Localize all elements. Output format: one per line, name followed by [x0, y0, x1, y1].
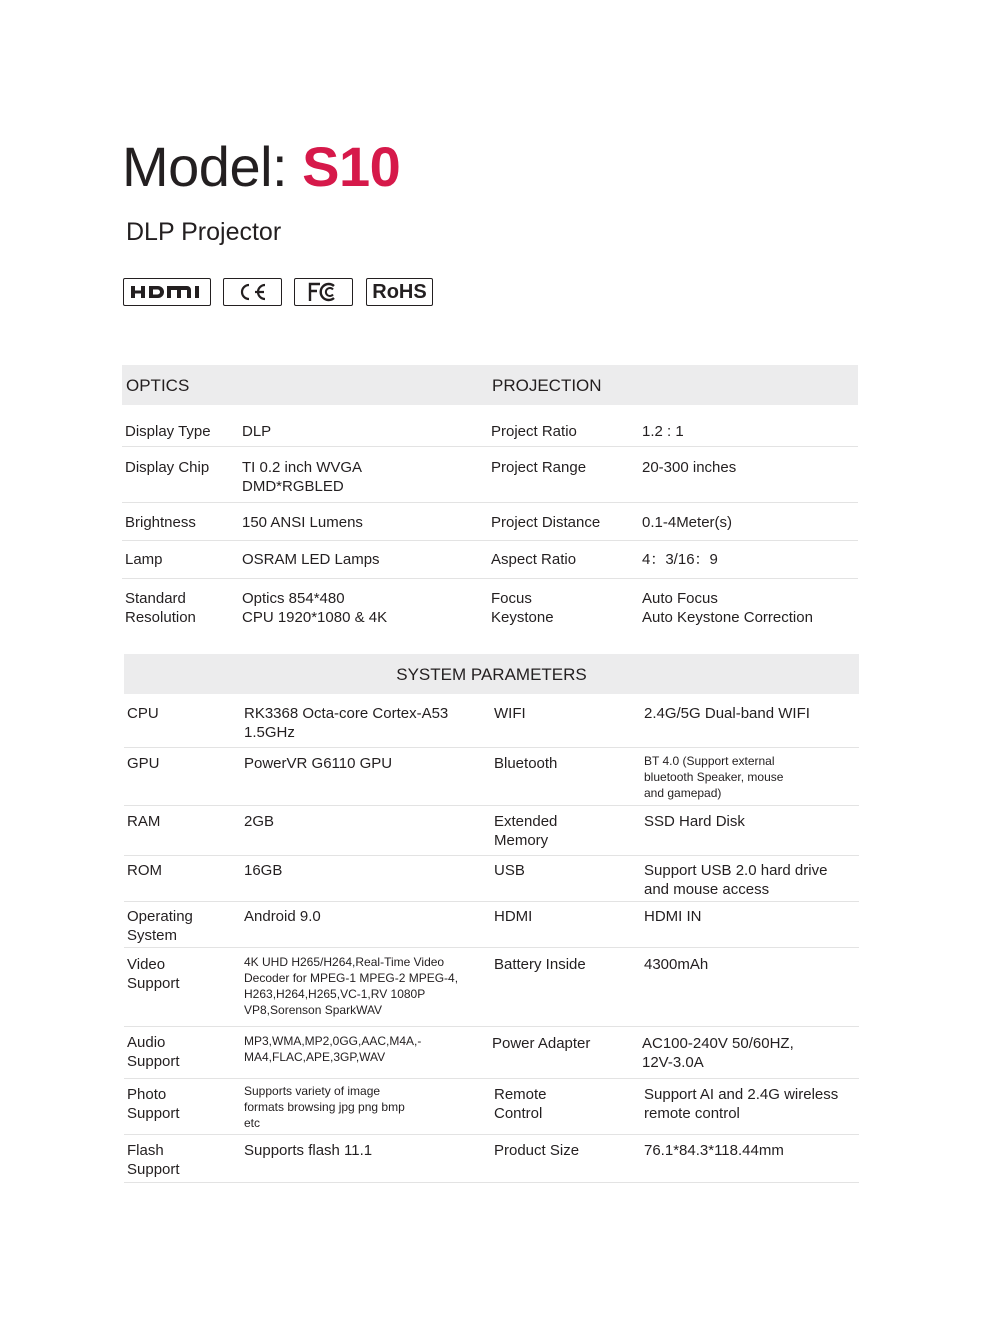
spec-label: Flash Support [127, 1142, 180, 1178]
row-divider [124, 947, 859, 948]
row-divider [124, 901, 859, 902]
row-divider [124, 1134, 859, 1135]
row-divider [122, 540, 858, 541]
spec-value: Android 9.0 [244, 908, 321, 925]
row-divider [122, 502, 858, 503]
spec-label: Video Support [127, 956, 180, 992]
spec-label: Project Ratio [491, 423, 577, 440]
spec-value: 150 ANSI Lumens [242, 514, 363, 531]
spec-value: Supports variety of image formats browsing jpg png bmp etc [244, 1084, 405, 1130]
hdmi-logo-icon [123, 278, 211, 306]
spec-label: RAM [127, 813, 161, 830]
row-divider [124, 855, 859, 856]
spec-label: Display Type [125, 423, 211, 440]
optics-heading: OPTICS [126, 376, 190, 395]
row-divider [122, 446, 858, 447]
rohs-mark-icon: RoHS [366, 278, 433, 306]
spec-label: Operating System [127, 908, 193, 944]
spec-label: USB [494, 862, 525, 879]
spec-label: GPU [127, 755, 160, 772]
row-divider [124, 805, 859, 806]
spec-value: 4：3/16：9 [642, 551, 718, 568]
spec-value: 4K UHD H265/H264,Real-Time Video Decoder for MPEG-1 MPEG-2 MPEG-4, H263,H264,H265,VC-1,RV 1080P VP8,Sorenson SparkWAV [244, 955, 459, 1017]
spec-value: DLP [242, 423, 272, 440]
spec-label: Battery Inside [494, 956, 586, 973]
spec-label: WIFI [494, 705, 526, 722]
spec-value: AC100-240V 50/60HZ, 12V-3.0A [642, 1035, 794, 1071]
optics-projection-header [122, 365, 858, 405]
spec-label: CPU [127, 705, 159, 722]
spec-value: PowerVR G6110 GPU [244, 755, 393, 772]
spec-value: Optics 854*480 CPU 1920*1080 & 4K [242, 590, 388, 626]
ce-mark-icon [223, 278, 282, 306]
spec-value: 16GB [244, 862, 283, 879]
spec-value: MP3,WMA,MP2,0GG,AAC,M4A,- MA4,FLAC,APE,3GP,WAV [244, 1034, 422, 1064]
spec-value: 0.1-4Meter(s) [642, 514, 733, 531]
row-divider [124, 1026, 859, 1027]
row-divider [124, 1078, 859, 1079]
spec-value: HDMI IN [644, 908, 702, 925]
spec-value: Support AI and 2.4G wireless remote control [644, 1086, 839, 1122]
model-prefix: Model: [122, 135, 288, 198]
spec-value: RK3368 Octa-core Cortex-A53 1.5GHz [244, 705, 449, 741]
projection-heading: PROJECTION [492, 376, 602, 395]
spec-label: Lamp [125, 551, 163, 568]
page-title [122, 134, 400, 200]
row-divider [124, 747, 859, 748]
spec-value: 1.2 : 1 [642, 423, 684, 440]
spec-label: Product Size [494, 1142, 580, 1159]
row-divider [124, 1182, 859, 1183]
spec-value: 20-300 inches [642, 459, 737, 476]
spec-value: 76.1*84.3*118.44mm [644, 1142, 784, 1159]
spec-label: Project Distance [491, 514, 601, 531]
spec-label: Display Chip [125, 459, 210, 476]
spec-label: Extended Memory [494, 813, 558, 849]
system-parameters-header [124, 654, 859, 694]
model-name: S10 [302, 135, 401, 198]
spec-label: ROM [127, 862, 162, 879]
spec-label: HDMI [494, 908, 533, 925]
spec-value: Supports flash 11.1 [244, 1142, 373, 1159]
spec-value: 4300mAh [644, 956, 709, 973]
spec-label: Project Range [491, 459, 587, 476]
spec-label: Aspect Ratio [491, 551, 577, 568]
spec-value: 2GB [244, 813, 275, 830]
spec-label: Focus Keystone [491, 590, 554, 626]
spec-label: Bluetooth [494, 755, 558, 772]
spec-value: SSD Hard Disk [644, 813, 745, 830]
product-type: DLP Projector [126, 218, 282, 246]
spec-value: OSRAM LED Lamps [242, 551, 380, 568]
spec-label: Audio Support [127, 1034, 180, 1070]
spec-label: Power Adapter [492, 1035, 591, 1052]
spec-value: Support USB 2.0 hard drive and mouse access [644, 862, 828, 898]
spec-label: Photo Support [127, 1086, 180, 1122]
spec-value: BT 4.0 (Support external bluetooth Speaker, mouse and gamepad) [644, 754, 784, 800]
spec-value: TI 0.2 inch WVGA DMD*RGBLED [242, 459, 363, 495]
system-heading: SYSTEM PARAMETERS [396, 665, 587, 684]
fcc-mark-icon [294, 278, 353, 306]
spec-label: Remote Control [494, 1086, 547, 1122]
row-divider [122, 578, 858, 579]
spec-value: Auto Focus Auto Keystone Correction [642, 590, 813, 626]
spec-value: 2.4G/5G Dual-band WIFI [644, 705, 810, 722]
spec-label: Brightness [125, 514, 196, 531]
spec-label: Standard Resolution [125, 590, 196, 626]
